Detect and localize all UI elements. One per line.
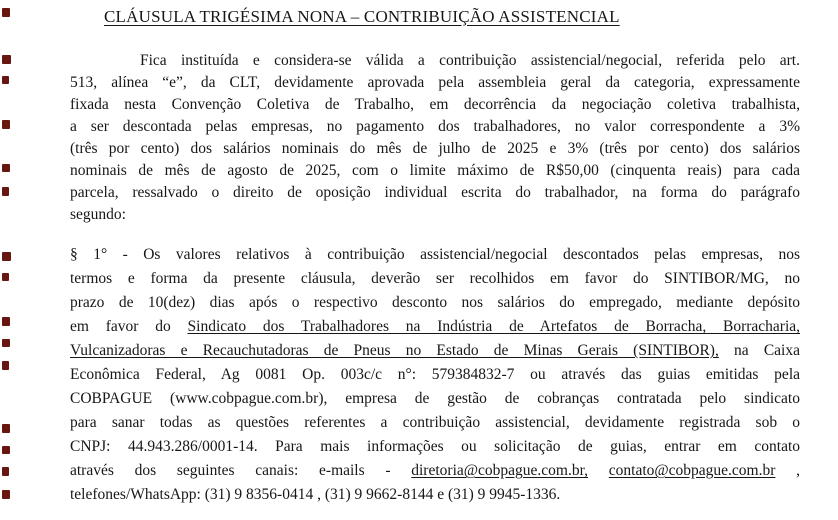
scan-artifact-mark	[2, 187, 9, 196]
text-segment: 513, alínea “e”, da CLT, devidamente aprovada pela assembleia geral da categoria, expressamente	[70, 74, 800, 91]
scan-artifact-mark	[2, 76, 9, 84]
text-line	[70, 116, 800, 138]
text-line	[70, 267, 800, 291]
text-line	[70, 315, 800, 339]
scan-artifact-mark	[2, 467, 9, 476]
text-segment: parcela, ressalvado o direito de oposição individual escrita do trabalhador, na forma do parágrafo	[70, 184, 800, 201]
text-segment: prazo de 10(dez) dias após o respectivo desconto nos salários do empregado, mediante depósito	[70, 294, 800, 311]
paragraph-first	[70, 243, 800, 507]
text-line	[70, 411, 800, 435]
text-segment: telefones/WhatsApp: (31) 9 8356-0414 , (31) 9 9662-8144 e (31) 9 9945-1336.	[70, 486, 561, 503]
scan-artifact-mark	[2, 55, 11, 64]
underlined-text-segment: Sindicato dos Trabalhadores na Indústria de Artefatos de Borracha, Borracharia,	[187, 318, 801, 335]
text-line	[70, 50, 800, 72]
text-segment: COBPAGUE (www.cobpague.com.br), empresa de gestão de cobranças contratada pelo sindicato	[70, 390, 800, 407]
text-segment: na Caixa	[718, 342, 800, 359]
text-segment: ,	[775, 462, 801, 479]
text-line	[70, 459, 800, 483]
scan-artifact-mark	[2, 317, 10, 326]
text-segment: Fica instituída e considera-se válida a contribuição assistencial/negocial, referida pelo art.	[140, 52, 800, 69]
text-line	[70, 339, 800, 363]
text-segment: para sanar todas as questões referentes a contribuição assistencial, devidamente registrada sob o	[70, 414, 800, 431]
text-segment: nominais de mês de agosto de 2025, com o limite máximo de R$50,00 (cinquenta reais) para cada	[70, 162, 800, 179]
text-line	[70, 204, 800, 226]
text-segment: a ser descontada pelas empresas, no pagamento dos trabalhadores, no valor correspondente a 3%	[70, 118, 800, 135]
underlined-text-segment: diretoria@cobpague.com.br,	[411, 462, 589, 479]
text-segment: § 1° - Os valores relativos à contribuição assistencial/negocial descontados pelas empresas, nos	[70, 246, 800, 263]
scan-artifact-mark	[2, 120, 10, 129]
text-segment: em favor do	[70, 318, 188, 335]
scan-artifact-mark	[2, 424, 10, 433]
paragraph-caput	[70, 50, 800, 226]
text-line	[70, 94, 800, 116]
scan-artifact-mark	[2, 490, 10, 499]
text-segment: através dos seguintes canais: e-mails -	[70, 462, 412, 479]
text-line	[70, 182, 800, 204]
scan-artifact-mark	[2, 361, 9, 370]
clause-title-text: CLÁUSULA TRIGÉSIMA NONA – CONTRIBUIÇÃO ASSISTENCIAL	[104, 7, 620, 26]
text-line	[70, 291, 800, 315]
text-line	[70, 243, 800, 267]
text-line	[70, 435, 800, 459]
text-line	[70, 160, 800, 182]
text-segment	[588, 462, 609, 479]
text-line	[70, 72, 800, 94]
underlined-text-segment: Vulcanizadoras e Recauchutadoras de Pneus no Estado de Minas Gerais (SINTIBOR),	[70, 342, 719, 359]
scan-artifact-mark	[2, 8, 10, 17]
text-line	[70, 483, 800, 507]
underlined-text-segment: contato@cobpague.com.br	[608, 462, 776, 479]
text-line	[70, 138, 800, 160]
clause-title	[70, 7, 834, 27]
scan-artifact-mark	[2, 446, 10, 454]
scan-artifact-mark	[2, 164, 10, 172]
text-segment: Econômica Federal, Ag 0081 Op. 003c/c n°: 579384832-7 ou através das guias emitidas pela	[70, 366, 800, 383]
text-segment: segundo:	[70, 206, 126, 223]
text-segment: CNPJ: 44.943.286/0001-14. Para mais informações ou solicitação de guias, entrar em contato	[70, 438, 800, 455]
text-line	[70, 387, 800, 411]
scan-artifact-mark	[2, 252, 11, 261]
text-segment: (três por cento) dos salários nominais do mês de julho de 2025 e 3% (três por cento) dos salários	[70, 140, 800, 157]
scan-artifact-mark	[2, 339, 10, 347]
text-line	[70, 363, 800, 387]
text-segment: fixada nesta Convenção Coletiva de Trabalho, em decorrência da negociação coletiva trabalhista,	[70, 96, 800, 113]
text-segment: termos e forma da presente cláusula, deverão ser recolhidos em favor do SINTIBOR/MG, no	[70, 270, 800, 287]
scan-artifact-mark	[2, 273, 9, 281]
